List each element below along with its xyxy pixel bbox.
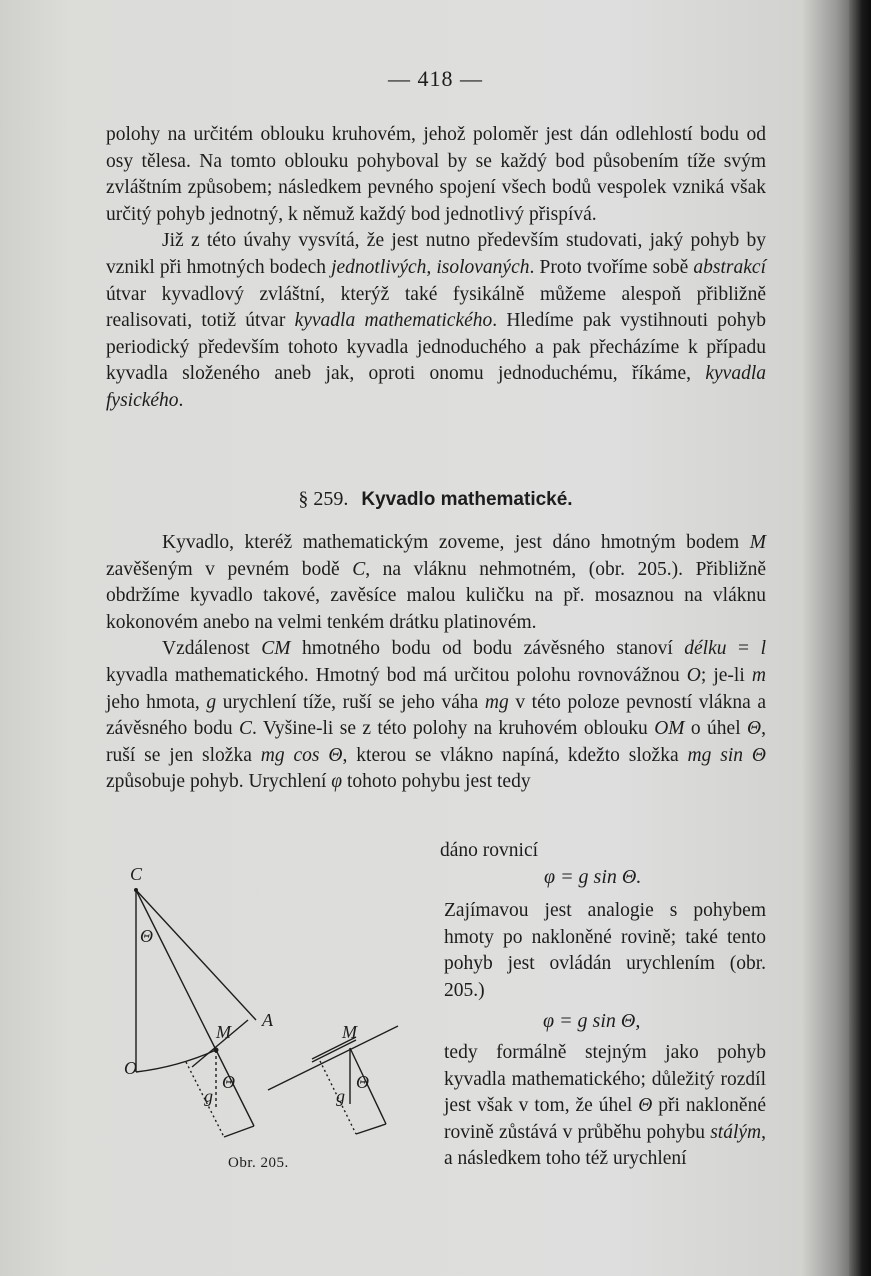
- sp2-emph-2: stálým: [710, 1121, 762, 1143]
- p2-emph-3: kyvadla mathematického: [294, 310, 493, 332]
- p4-emph-8: C: [239, 718, 253, 740]
- text-block-top: [106, 122, 766, 415]
- label-m-left: M: [216, 1022, 231, 1042]
- p2-emph-4: kyvadla fysického: [106, 363, 766, 411]
- p2-text-3: útvar kyvadlový zvláštní, kterýž také fysikálně můžeme alespoň přibližně realisovati, totiž útvar: [106, 283, 766, 332]
- p2-text-4: . Hledíme pak vystihnouti pohyb periodický především tohoto kyvadla jednoduchého a pak přecházíme k případu kyvadla složeného aneb jak, oproti onomu jednoduchému, říkáme,: [106, 310, 766, 385]
- label-g-left: g: [204, 1086, 213, 1106]
- p4-emph-3: l: [760, 638, 767, 660]
- label-c: C: [130, 864, 143, 884]
- figure-caption: Obr. 205.: [228, 1155, 289, 1171]
- p4-text-2: hmotného bodu od bodu závěsného stanoví: [290, 638, 685, 660]
- p4-text-10: o úhel: [684, 718, 748, 740]
- p4-text-13: způsobuje pohyb. Urychlení: [106, 771, 332, 793]
- p4-text-1: Vzdálenost: [162, 638, 262, 660]
- section-heading: [0, 488, 871, 511]
- section-title: Kyvadlo mathematické.: [361, 489, 573, 510]
- paragraph-1: polohy na určitém oblouku kruhovém, jehož poloměr jest dán odlehlostí bodu od osy tělesa. Na tomto oblouku pohyboval by se každý bod působením tíže svým zvláštním způsobem; následkem pevného spojení všech bodů vespolek vzniká však určitý pohyb jednotný, k němuž každý bod jednotlivý přispívá.: [106, 124, 766, 225]
- label-g-right: g: [336, 1086, 345, 1106]
- p3-emph-1: M: [749, 532, 766, 553]
- line-ca: [136, 890, 256, 1020]
- p3-emph-2: C: [352, 558, 366, 580]
- label-m-right: M: [342, 1022, 357, 1042]
- side-paragraph-2: [444, 1040, 766, 1173]
- text-block-main: [106, 530, 766, 796]
- label-o: O: [124, 1058, 137, 1078]
- p4-emph-6: g: [206, 691, 217, 713]
- p2-text-2: . Proto tvoříme sobě: [529, 256, 694, 278]
- p3-text-2: zavěšeným v pevném bodě: [106, 558, 353, 580]
- label-a: A: [262, 1010, 273, 1030]
- p4-emph-11: mg cos Θ: [260, 744, 343, 766]
- p3-text-1: Kyvadlo, kteréž mathematickým zoveme, jest dáno hmotným bodem: [162, 532, 750, 553]
- arc-om: [136, 1050, 216, 1072]
- sp2-text-1: tedy formálně stejným jako pohyb kyvadla mathematického; důležitý rozdíl jest však v tom, že úhel: [444, 1042, 766, 1117]
- p2-emph-1: jednotlivých, isolovaných: [331, 256, 530, 278]
- pendulum-figure: [106, 862, 426, 1182]
- p4-text-5: ; je-li: [700, 664, 752, 686]
- p4-emph-1: CM: [261, 638, 291, 660]
- label-theta-top: Θ: [140, 926, 153, 946]
- book-spine: [849, 0, 871, 1276]
- section-number: § 259.: [298, 488, 349, 510]
- string-cm: [136, 890, 216, 1050]
- p3-text-3: , na vláknu nehmotném, (obr. 205.). Přibližně obdržíme kyvadlo takové, zavěsíce malou kuličku na př. mosaznou na vláknu kokonovém anebo na velmi tenkém drátku platinovém.: [106, 558, 766, 633]
- force-line-2: [224, 1126, 254, 1137]
- p4-text-6: jeho hmota,: [106, 691, 207, 713]
- side-paragraph-1: Zajímavou jest analogie s pohybem hmoty po nakloněné rovině; také tento pohyb jest ovládán urychlením (obr. 205.): [444, 900, 766, 1001]
- label-theta-left: Θ: [222, 1072, 235, 1092]
- p4-text-4: kyvadla mathematického. Hmotný bod má určitou polohu rovnovážnou: [106, 664, 687, 686]
- p4-text-12: , kterou se vlákno napíná, kdežto složka: [342, 744, 688, 766]
- sp2-text-2: při nakloněné rovině zůstává v průběhu pohybu: [444, 1095, 766, 1143]
- equation-1: φ = g sin Θ.: [544, 866, 642, 888]
- p4-text-3: =: [726, 638, 761, 660]
- p4-emph-7: mg: [484, 691, 509, 713]
- p4-emph-9: OM: [654, 718, 685, 740]
- paragraph-2: [106, 228, 766, 414]
- p4-emph-10: Θ: [747, 718, 762, 740]
- p4-text-11: , ruší se jen složka: [106, 718, 766, 766]
- sp2-emph-1: Θ: [638, 1095, 653, 1117]
- p4-text-7: urychlení tíže, ruší se jeho váha: [216, 691, 485, 713]
- p4-emph-4: O: [686, 664, 701, 686]
- p4-emph-13: φ: [331, 771, 343, 793]
- right-force-2: [356, 1124, 386, 1134]
- p2-text-1: Již z této úvahy vysvítá, že jest nutno především studovati, jaký pohyb by vznikl při hmotných bodech: [106, 230, 766, 278]
- p4-emph-2: délku: [684, 638, 727, 660]
- p4-emph-12: mg sin Θ: [687, 744, 767, 766]
- p4-text-8: v této poloze pevností vlákna a závěsného bodu: [106, 691, 766, 740]
- sp2-text-3: , a následkem toho též urychlení: [444, 1121, 766, 1170]
- p2-emph-2: abstrakcí: [693, 256, 766, 278]
- paragraph-4: [106, 636, 766, 796]
- equation-intro: dáno rovnicí: [440, 840, 539, 861]
- label-theta-right: Θ: [356, 1072, 369, 1092]
- pivot-point: [134, 888, 138, 892]
- equation-2: φ = g sin Θ,: [543, 1010, 641, 1032]
- paragraph-3: [106, 530, 766, 636]
- inclined-plane: [268, 1026, 398, 1090]
- p2-text-5: .: [178, 389, 184, 411]
- page-number: — 418 —: [388, 66, 483, 91]
- p4-text-14: tohoto pohybu jest tedy: [342, 771, 531, 793]
- p4-text-9: . Vyšine-li se z této polohy na kruhovém oblouku: [252, 718, 655, 740]
- mass-point: [214, 1048, 219, 1053]
- p4-emph-5: m: [751, 664, 766, 686]
